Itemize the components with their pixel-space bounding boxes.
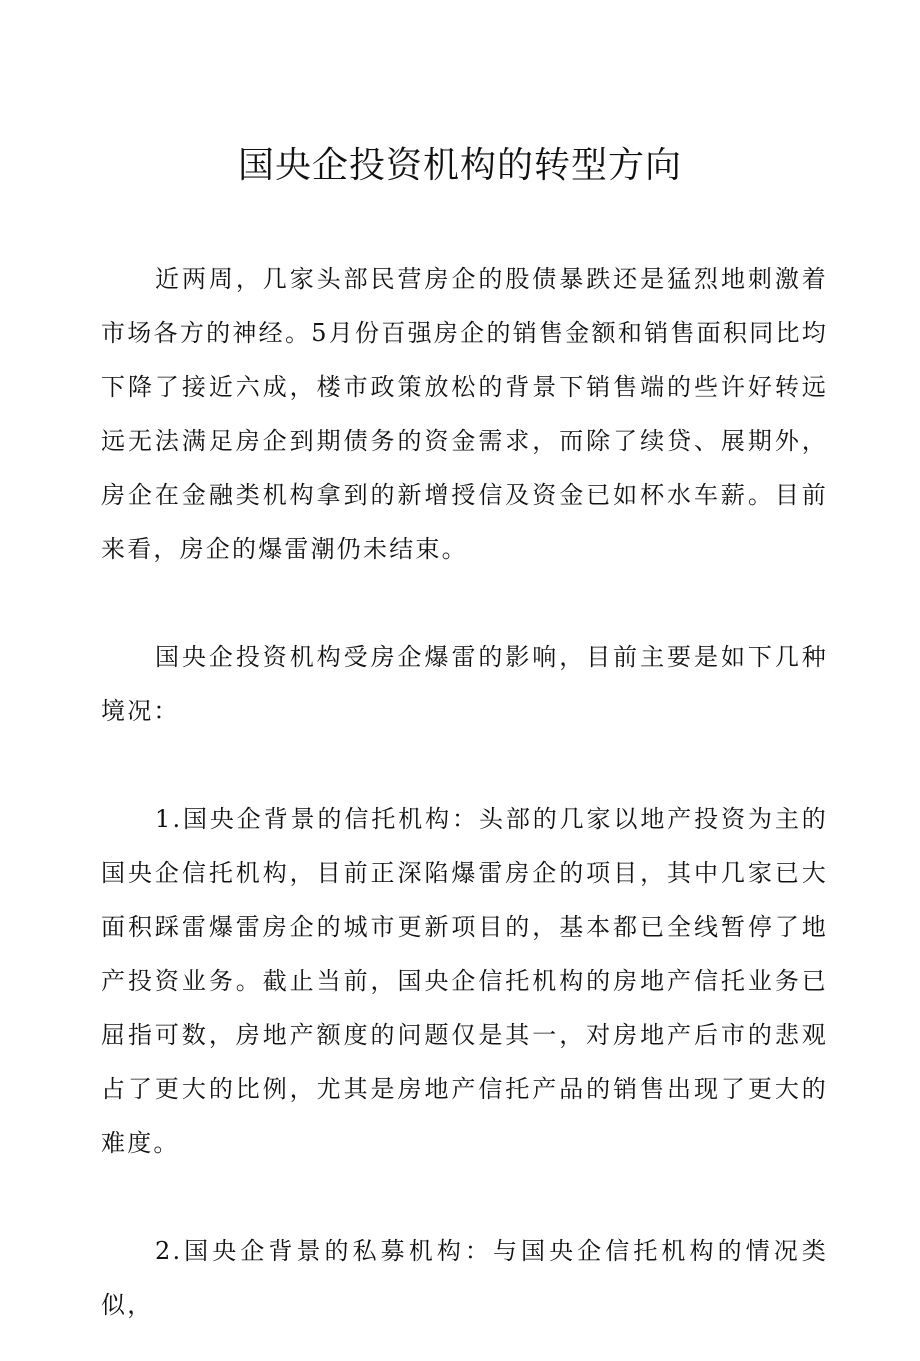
- paragraph-gap: [101, 738, 828, 792]
- paragraph-intro: 近两周，几家头部民营房企的股债暴跌还是猛烈地刺激着市场各方的神经。5月份百强房企的销售金额和销售面积同比均下降了接近六成，楼市政策放松的背景下销售端的些许好转远远无法满足房企到期债务的资金需求，而除了续贷、展期外，房企在金融类机构拿到的新增授信及资金已如杯水车薪。目前来看，房企的爆雷潮仍未结束。: [101, 265, 828, 563]
- document-title: 国央企投资机构的转型方向: [237, 145, 682, 186]
- paragraph-gap: [101, 576, 828, 630]
- document-body: [101, 252, 828, 1332]
- paragraph-trust-institutions: 1.国央企背景的信托机构：头部的几家以地产投资为主的国央企信托机构，目前正深陷爆雷房企的项目，其中几家已大面积踩雷爆雷房企的城市更新项目的，基本都已全线暂停了地产投资业务。截止当前，国央企信托机构的房地产信托业务已屈指可数，房地产额度的问题仅是其一，对房地产后市的悲观占了更大的比例，尤其是房地产信托产品的销售出现了更大的难度。: [101, 805, 828, 1157]
- paragraph-situations: 国央企投资机构受房企爆雷的影响，目前主要是如下几种境况：: [101, 643, 828, 725]
- paragraph-private-equity: 2.国央企背景的私募机构：与国央企信托机构的情况类似，: [101, 1237, 828, 1319]
- paragraph-gap: [101, 1170, 828, 1224]
